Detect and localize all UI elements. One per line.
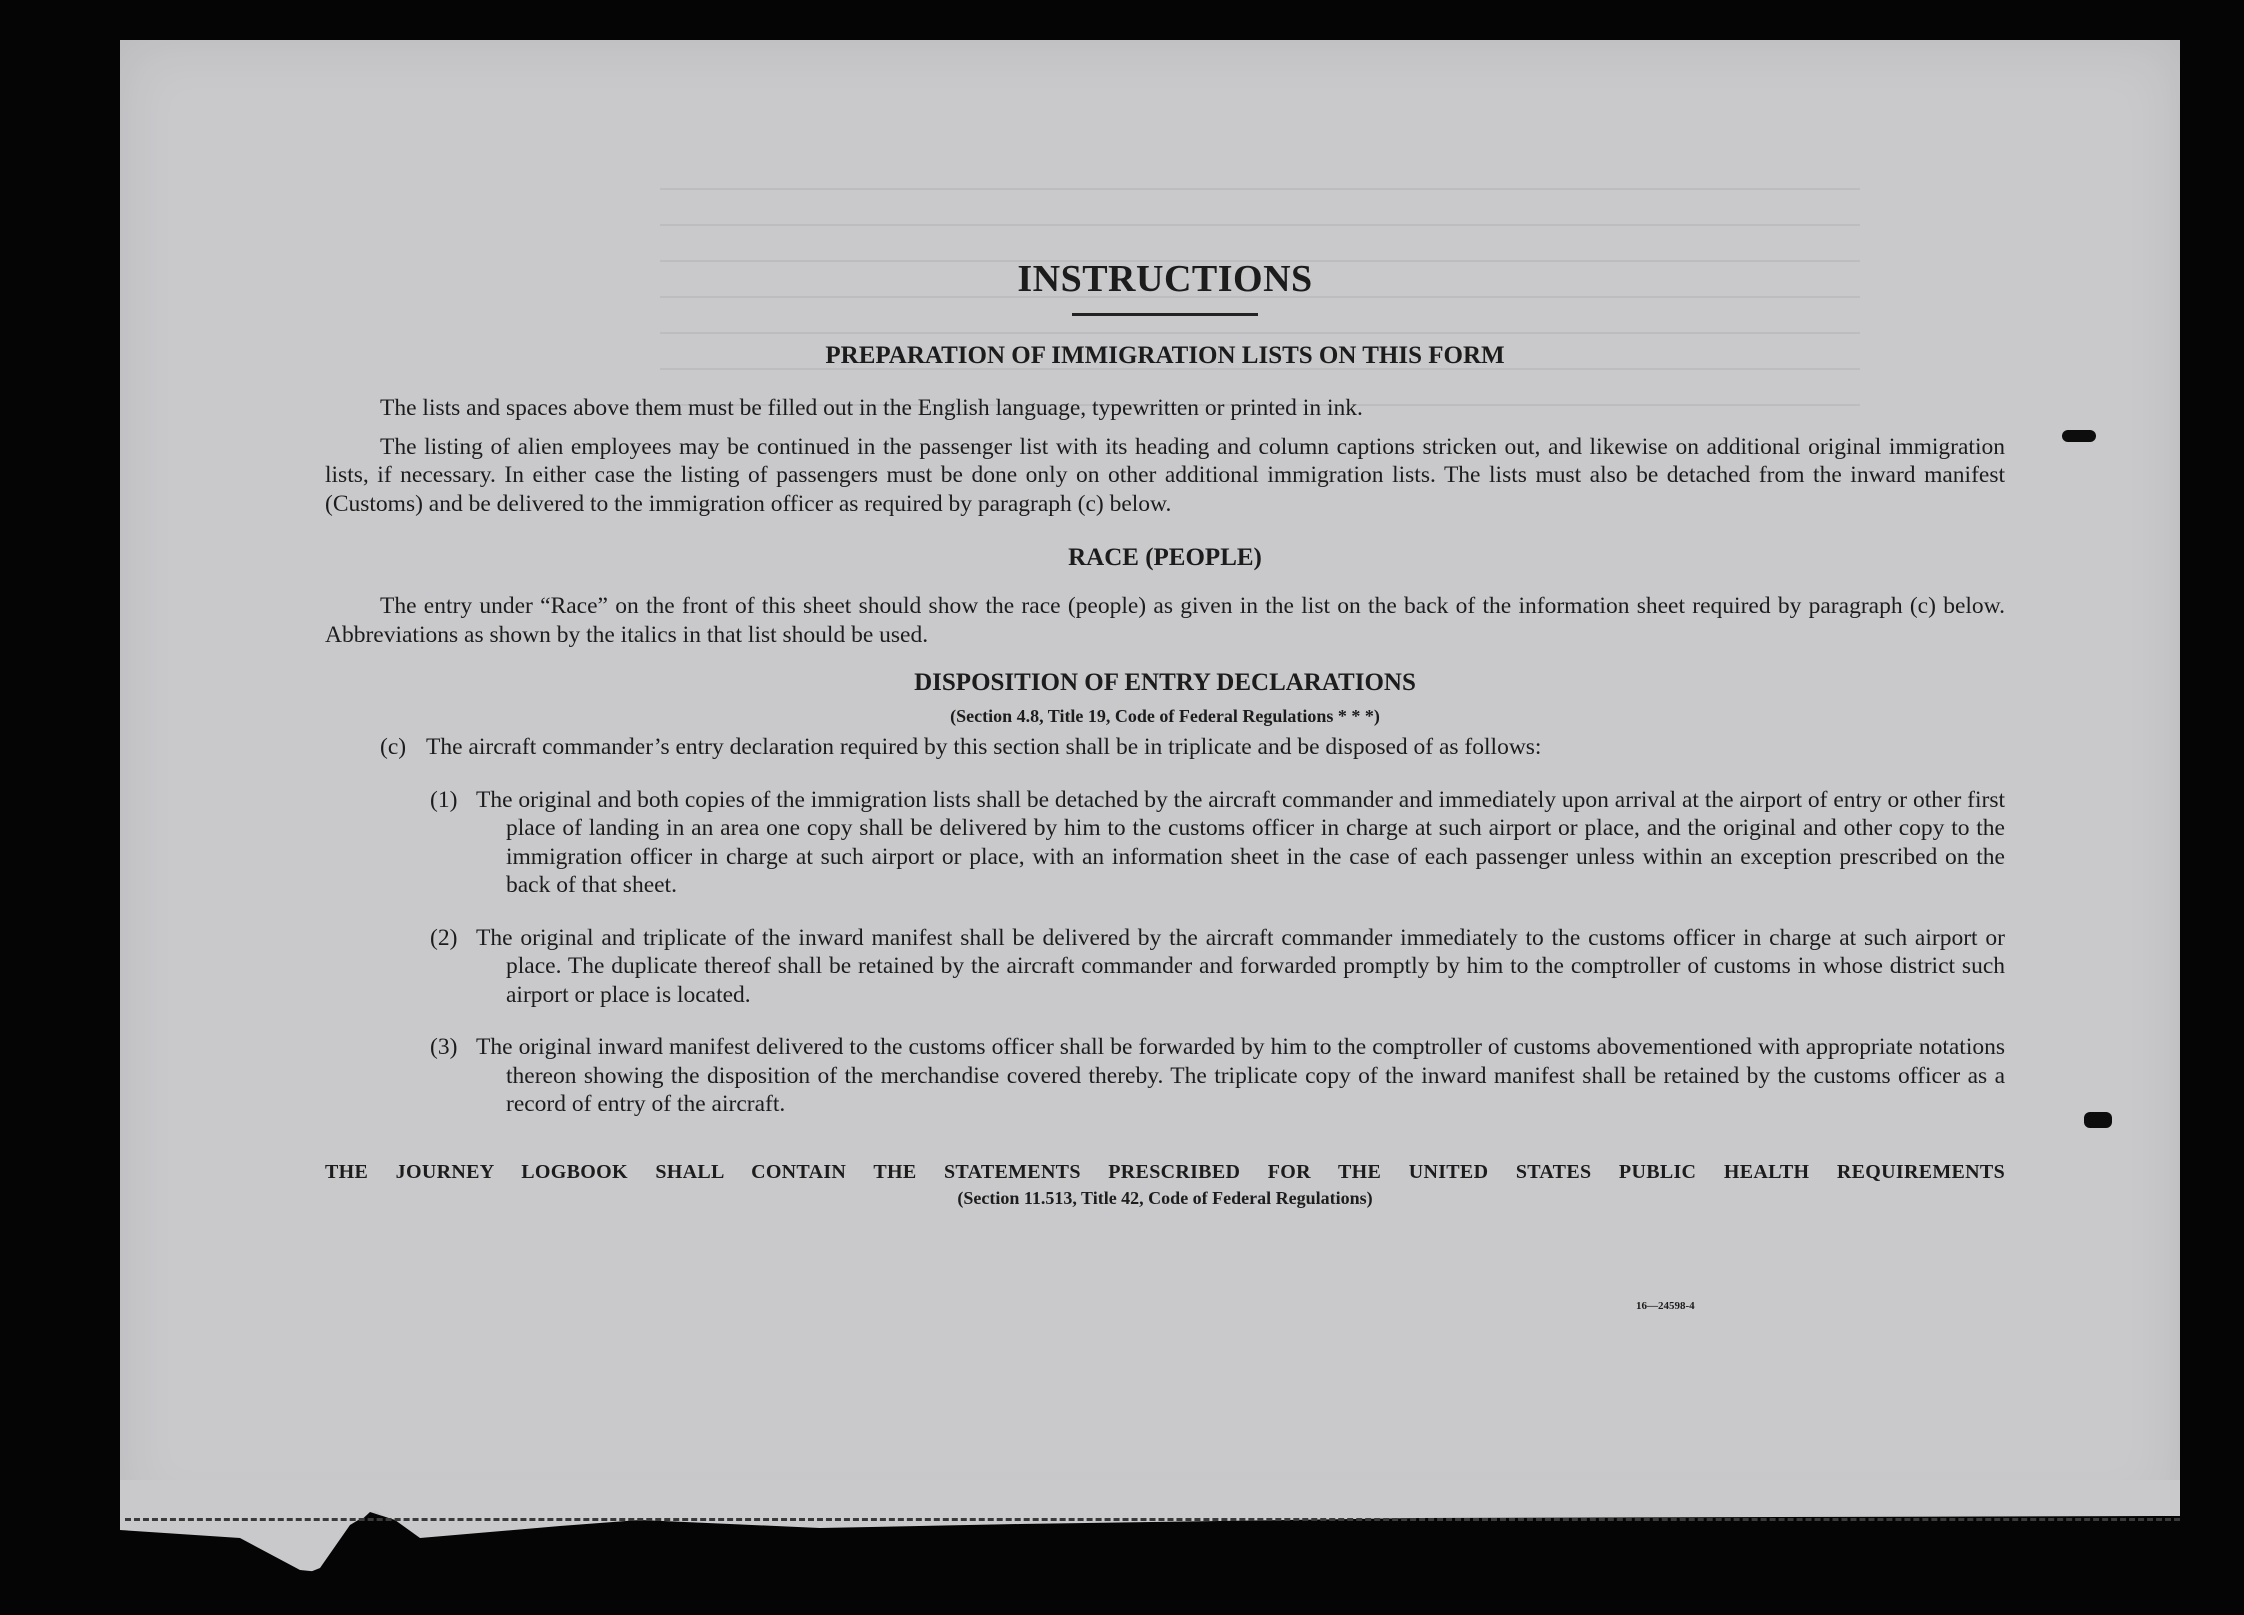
preparation-paragraph-1: The lists and spaces above them must be filled out in the English language, typewritten or printed in ink. [380, 395, 1363, 421]
punch-mark-top [2062, 430, 2096, 442]
race-heading: RACE (PEOPLE) [1068, 544, 1262, 571]
item-text: The original inward manifest delivered to the customs officer shall be forwarded by him to the comptroller of customs abovementioned with appropriate notations thereon showing the disposition of the merchandise covered thereby. The triplicate copy of the inward manifest shall be retained by the customs officer as a record of entry of the aircraft. [476, 1034, 2005, 1117]
intro-text: The aircraft commander’s entry declaration required by this section shall be in triplicate and be disposed of as follows: [426, 734, 1542, 760]
instructions-content [325, 255, 2005, 1211]
disposition-item-3 [430, 1033, 2005, 1119]
punch-mark-bottom [2084, 1112, 2112, 1128]
item-number: (2) [430, 924, 458, 951]
disposition-item-1 [430, 786, 2005, 900]
disposition-item-2 [430, 924, 2005, 1010]
item-number: (3) [430, 1034, 458, 1060]
title-underline [1072, 313, 1258, 316]
preparation-paragraph-2: The listing of alien employees may be continued in the passenger list with its heading and column captions stricken out, and likewise on additional original immigration lists, if necessary. In either case the listing of passengers must be done only on other additional immigration lists. The lists must also be detached from the inward manifest (Customs) and be delivered to the immigration officer as required by paragraph (c) below. [325, 433, 2005, 517]
page-title: INSTRUCTIONS [1017, 258, 1313, 300]
disposition-heading: DISPOSITION OF ENTRY DECLARATIONS [914, 669, 1416, 696]
perforation-line [125, 1518, 2180, 1521]
intro-label: (c) [380, 734, 407, 760]
item-number: (1) [430, 786, 458, 813]
disposition-citation: (Section 4.8, Title 19, Code of Federal Regulations * * *) [950, 706, 1380, 726]
health-requirements-statement: THE JOURNEY LOGBOOK SHALL CONTAIN THE STATEMENTS PRESCRIBED FOR THE UNITED STATES PUBLIC HEALTH REQUIREMENTS [325, 1160, 2005, 1183]
torn-edge [120, 1480, 2180, 1580]
health-requirements-citation: (Section 11.513, Title 42, Code of Federal Regulations) [957, 1187, 1373, 1208]
item-text: The original and both copies of the immigration lists shall be detached by the aircraft commander and immediately upon arrival at the airport of entry or other first place of landing in an area one copy shall be delivered by him to the customs officer in charge at such airport or place, and the original and other copy to the immigration officer in charge at such airport or place, with an information sheet in the case of each passenger unless within an exception prescribed on the back of that sheet. [476, 786, 2005, 898]
form-number: 16—24598-4 [1636, 1300, 1695, 1312]
item-text: The original and triplicate of the inward manifest shall be delivered by the aircraft commander immediately to the customs officer in charge at such airport or place. The duplicate thereof shall be retained by the aircraft commander and forwarded promptly by him to the comptroller of customs in whose district such airport or place is located. [476, 924, 2005, 1008]
race-paragraph: The entry under “Race” on the front of this sheet should show the race (people) as given in the list on the back of the information sheet required by paragraph (c) below. Abbreviations as shown by the italics in that list should be used. [325, 593, 2005, 648]
preparation-heading: PREPARATION OF IMMIGRATION LISTS ON THIS FORM [825, 342, 1505, 369]
disposition-intro [380, 733, 2005, 762]
